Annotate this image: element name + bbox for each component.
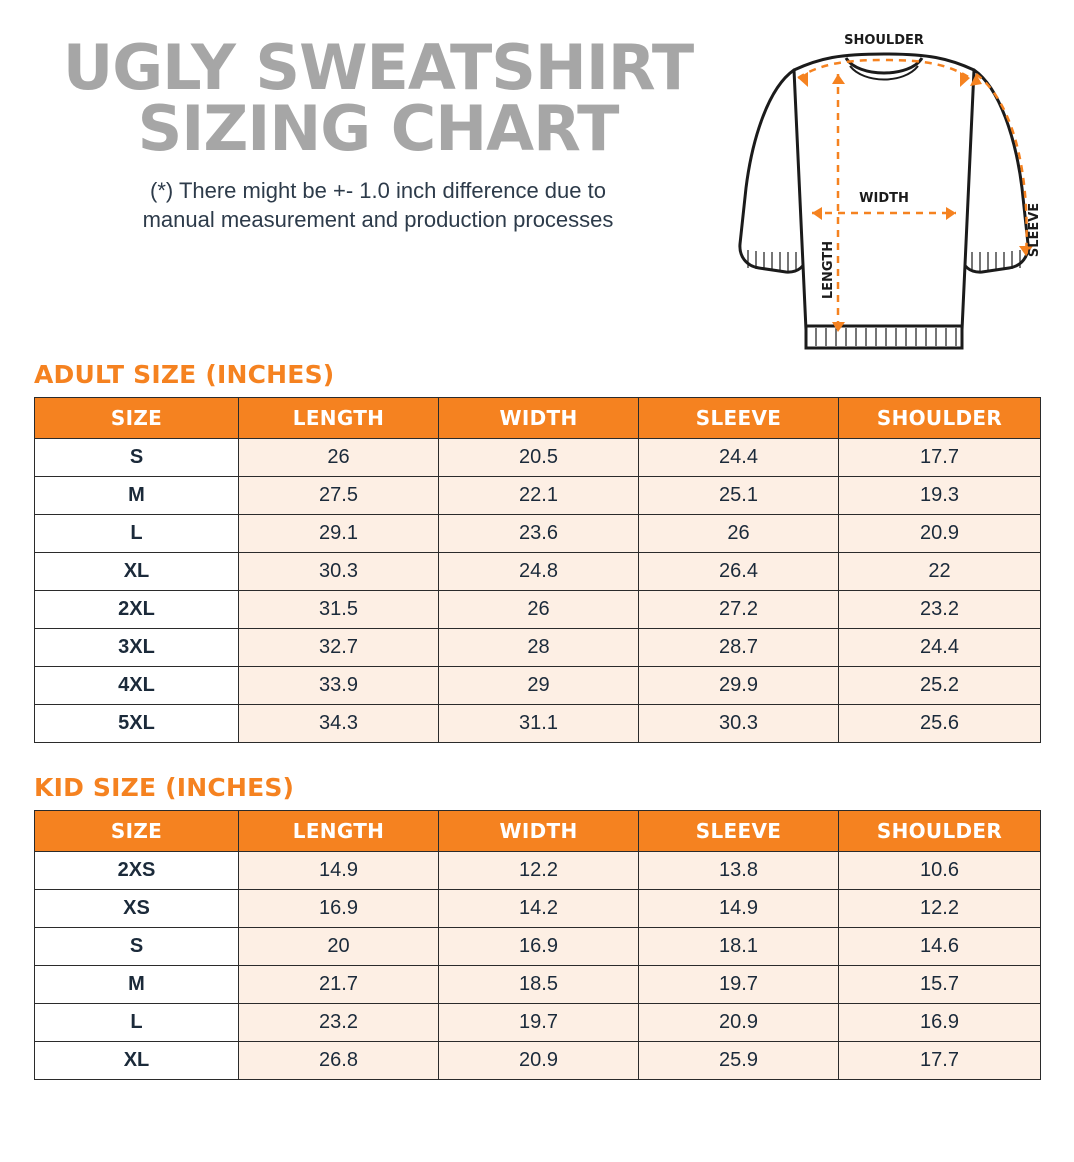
adult-measure-value: 26 xyxy=(239,439,439,477)
adult-measure-value: 23.6 xyxy=(439,515,639,553)
adult-measure-value: 25.6 xyxy=(839,705,1041,743)
kid-measure-value: 20.9 xyxy=(439,1042,639,1080)
adult-size-value: 2XL xyxy=(35,591,239,629)
adult-measure-value: 22 xyxy=(839,553,1041,591)
kid-measure-value: 23.2 xyxy=(239,1004,439,1042)
sweatshirt-illustration xyxy=(724,30,1044,360)
table-row xyxy=(35,591,1041,629)
adult-measure-value: 31.1 xyxy=(439,705,639,743)
adult-measure-value: 30.3 xyxy=(239,553,439,591)
adult-measure-value: 28.7 xyxy=(639,629,839,667)
kid-measure-value: 19.7 xyxy=(439,1004,639,1042)
adult-size-value: L xyxy=(35,515,239,553)
kid-size-value: M xyxy=(35,966,239,1004)
page-title-line2: SIZING CHART xyxy=(137,91,619,165)
adult-measure-value: 23.2 xyxy=(839,591,1041,629)
table-row xyxy=(35,515,1041,553)
sweatshirt-diagram xyxy=(724,30,1044,360)
adult-col-size: SIZE xyxy=(35,398,239,439)
adult-col-width: WIDTH xyxy=(439,398,639,439)
adult-col-sleeve: SLEEVE xyxy=(639,398,839,439)
kid-measure-value: 26.8 xyxy=(239,1042,439,1080)
kid-size-value: 2XS xyxy=(35,852,239,890)
adult-measure-value: 27.2 xyxy=(639,591,839,629)
table-row xyxy=(35,439,1041,477)
kid-col-shoulder: SHOULDER xyxy=(839,811,1041,852)
adult-measure-value: 29.1 xyxy=(239,515,439,553)
adult-size-table xyxy=(34,397,1041,743)
length-label: LENGTH xyxy=(821,240,836,300)
kid-section-title: KID SIZE (INCHES) xyxy=(34,773,295,802)
table-row xyxy=(35,629,1041,667)
kid-col-size: SIZE xyxy=(35,811,239,852)
shoulder-label: SHOULDER xyxy=(844,33,924,48)
adult-size-value: M xyxy=(35,477,239,515)
adult-measure-value: 27.5 xyxy=(239,477,439,515)
kid-measure-value: 12.2 xyxy=(439,852,639,890)
adult-measure-value: 20.9 xyxy=(839,515,1041,553)
kid-table-wrapper xyxy=(0,810,1074,1080)
adult-measure-value: 24.4 xyxy=(839,629,1041,667)
kid-col-width: WIDTH xyxy=(439,811,639,852)
sleeve-label: SLEEVE xyxy=(1027,202,1042,258)
kid-measure-value: 17.7 xyxy=(839,1042,1041,1080)
kid-measure-value: 20 xyxy=(239,928,439,966)
adult-size-value: XL xyxy=(35,553,239,591)
table-row xyxy=(35,966,1041,1004)
measurement-note-line1: (*) There might be +- 1.0 inch difference due to xyxy=(150,177,606,203)
adult-measure-value: 17.7 xyxy=(839,439,1041,477)
table-row xyxy=(35,852,1041,890)
adult-measure-value: 24.4 xyxy=(639,439,839,477)
adult-size-value: 3XL xyxy=(35,629,239,667)
adult-table-header-row xyxy=(35,398,1041,439)
kid-col-length: LENGTH xyxy=(239,811,439,852)
kid-measure-value: 14.6 xyxy=(839,928,1041,966)
adult-col-length: LENGTH xyxy=(239,398,439,439)
table-row xyxy=(35,553,1041,591)
adult-measure-value: 25.2 xyxy=(839,667,1041,705)
adult-measure-value: 26 xyxy=(439,591,639,629)
adult-size-value: 4XL xyxy=(35,667,239,705)
table-row xyxy=(35,477,1041,515)
adult-measure-value: 34.3 xyxy=(239,705,439,743)
adult-measure-value: 20.5 xyxy=(439,439,639,477)
adult-measure-value: 29.9 xyxy=(639,667,839,705)
adult-measure-value: 29 xyxy=(439,667,639,705)
kid-table-header-row xyxy=(35,811,1041,852)
kid-measure-value: 18.5 xyxy=(439,966,639,1004)
kid-measure-value: 12.2 xyxy=(839,890,1041,928)
kid-measure-value: 10.6 xyxy=(839,852,1041,890)
adult-size-value: S xyxy=(35,439,239,477)
kid-measure-value: 16.9 xyxy=(239,890,439,928)
kid-measure-value: 14.9 xyxy=(239,852,439,890)
table-row xyxy=(35,705,1041,743)
adult-measure-value: 32.7 xyxy=(239,629,439,667)
kid-size-table xyxy=(34,810,1041,1080)
adult-section-title: ADULT SIZE (INCHES) xyxy=(34,360,335,389)
page-title-line1: UGLY SWEATSHIRT xyxy=(62,31,694,104)
page-header xyxy=(0,0,1074,360)
table-row xyxy=(35,667,1041,705)
measurement-note-line2: manual measurement and production processes xyxy=(142,207,614,233)
kid-measure-value: 14.9 xyxy=(639,890,839,928)
kid-measure-value: 16.9 xyxy=(439,928,639,966)
table-row xyxy=(35,890,1041,928)
adult-measure-value: 28 xyxy=(439,629,639,667)
table-row xyxy=(35,1004,1041,1042)
adult-measure-value: 24.8 xyxy=(439,553,639,591)
adult-measure-value: 33.9 xyxy=(239,667,439,705)
kid-measure-value: 14.2 xyxy=(439,890,639,928)
table-row xyxy=(35,928,1041,966)
width-label: WIDTH xyxy=(859,191,909,206)
measurement-note xyxy=(40,176,716,235)
kid-measure-value: 20.9 xyxy=(639,1004,839,1042)
adult-measure-value: 31.5 xyxy=(239,591,439,629)
kid-size-value: XL xyxy=(35,1042,239,1080)
kid-measure-value: 18.1 xyxy=(639,928,839,966)
kid-measure-value: 19.7 xyxy=(639,966,839,1004)
adult-measure-value: 26.4 xyxy=(639,553,839,591)
adult-measure-value: 26 xyxy=(639,515,839,553)
kid-measure-value: 21.7 xyxy=(239,966,439,1004)
kid-size-value: S xyxy=(35,928,239,966)
kid-measure-value: 16.9 xyxy=(839,1004,1041,1042)
adult-measure-value: 30.3 xyxy=(639,705,839,743)
adult-measure-value: 19.3 xyxy=(839,477,1041,515)
adult-measure-value: 22.1 xyxy=(439,477,639,515)
adult-measure-value: 25.1 xyxy=(639,477,839,515)
adult-col-shoulder: SHOULDER xyxy=(839,398,1041,439)
table-row xyxy=(35,1042,1041,1080)
kid-size-value: XS xyxy=(35,890,239,928)
kid-measure-value: 15.7 xyxy=(839,966,1041,1004)
kid-measure-value: 13.8 xyxy=(639,852,839,890)
page-title xyxy=(40,31,716,165)
kid-col-sleeve: SLEEVE xyxy=(639,811,839,852)
kid-measure-value: 25.9 xyxy=(639,1042,839,1080)
adult-table-wrapper xyxy=(0,397,1074,743)
header-text-block xyxy=(30,30,716,235)
adult-size-value: 5XL xyxy=(35,705,239,743)
kid-size-value: L xyxy=(35,1004,239,1042)
